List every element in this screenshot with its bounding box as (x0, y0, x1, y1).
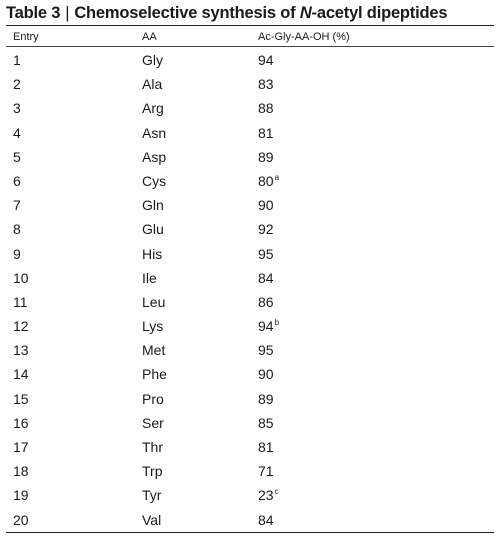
cell-yield (258, 391, 274, 408)
cell-entry: 16 (13, 414, 29, 431)
cell-yield (258, 149, 274, 166)
cell-yield (258, 270, 274, 287)
yield-value: 84 (258, 269, 274, 286)
yield-value: 85 (258, 414, 274, 431)
yield-value: 95 (258, 245, 274, 262)
yield-value: 90 (258, 366, 274, 383)
footnote-marker: a (274, 172, 280, 182)
cell-yield (258, 342, 274, 359)
cell-aa: Arg (142, 100, 164, 117)
cell-aa: Lys (142, 318, 164, 335)
yield-value: 89 (258, 148, 274, 165)
title-prefix: Chemoselective synthesis of (74, 4, 300, 22)
yield-value: 84 (258, 511, 274, 528)
title-suffix: -acetyl dipeptides (311, 4, 448, 22)
cell-aa: Ser (142, 414, 164, 431)
table-header (0, 26, 500, 46)
cell-aa: Ile (142, 269, 157, 286)
cell-yield (258, 197, 274, 214)
table-body (0, 48, 500, 532)
cell-aa: Val (142, 511, 162, 528)
table-row (0, 72, 500, 96)
table-row (0, 193, 500, 217)
cell-entry: 18 (13, 463, 29, 480)
yield-value: 86 (258, 293, 274, 310)
yield-value: 23 (258, 487, 274, 504)
table-row (0, 314, 500, 338)
cell-entry: 9 (13, 245, 21, 262)
yield-value: 90 (258, 197, 274, 214)
table-row (0, 362, 500, 386)
cell-entry: 20 (13, 511, 29, 528)
cell-aa: Cys (142, 172, 167, 189)
cell-aa: Thr (142, 439, 163, 455)
title-separator: | (65, 4, 70, 22)
table-row (0, 483, 500, 507)
cell-entry: 4 (13, 124, 21, 141)
table-row (0, 145, 500, 169)
cell-entry: 19 (13, 487, 29, 504)
header-aa: AA (142, 31, 157, 43)
cell-yield (258, 512, 274, 529)
yield-value: 81 (258, 439, 274, 455)
cell-aa: Glu (142, 221, 164, 238)
yield-value: 80 (258, 172, 274, 189)
cell-entry: 7 (13, 197, 21, 214)
cell-aa: Gly (142, 52, 163, 68)
cell-aa: His (142, 245, 163, 262)
cell-entry: 11 (13, 293, 28, 310)
cell-entry: 12 (13, 318, 29, 335)
yield-value: 95 (258, 342, 274, 359)
title-italic: N (299, 4, 312, 22)
cell-aa: Ala (142, 76, 163, 93)
cell-entry: 15 (13, 390, 29, 407)
cell-aa: Pro (142, 390, 164, 407)
footnote-marker: c (274, 487, 279, 497)
yield-value: 89 (258, 390, 274, 407)
cell-yield (258, 415, 274, 432)
cell-aa: Asp (142, 148, 167, 165)
table-row (0, 96, 500, 120)
cell-aa: Tyr (142, 487, 162, 504)
cell-yield (258, 487, 279, 504)
cell-entry: 2 (13, 76, 21, 93)
cell-aa: Gln (142, 197, 164, 214)
cell-aa: Leu (142, 293, 166, 310)
cell-entry: 8 (13, 221, 21, 238)
table-row (0, 459, 500, 483)
cell-yield (258, 439, 274, 456)
table-row (0, 435, 500, 459)
cell-entry: 13 (13, 342, 29, 359)
cell-entry: 5 (13, 148, 21, 165)
yield-value: 94 (258, 318, 274, 335)
cell-yield (258, 173, 279, 190)
yield-value: 71 (258, 463, 274, 480)
footnote-marker: b (274, 318, 280, 328)
table-row (0, 121, 500, 145)
cell-entry: 14 (13, 366, 29, 383)
table-row (0, 169, 500, 193)
cell-yield (258, 463, 274, 480)
table-row (0, 338, 500, 362)
cell-aa: Met (142, 342, 166, 359)
table-row (0, 290, 500, 314)
cell-yield (258, 76, 274, 93)
yield-value: 88 (258, 100, 274, 117)
cell-yield (258, 318, 279, 335)
cell-yield (258, 246, 274, 263)
cell-yield (258, 52, 274, 69)
table-row (0, 411, 500, 435)
header-rule (6, 46, 494, 47)
table-title (6, 3, 494, 23)
cell-entry: 1 (13, 52, 21, 68)
table-label: Table 3 (6, 4, 61, 22)
cell-entry: 6 (13, 172, 21, 189)
cell-aa: Asn (142, 124, 167, 141)
cell-entry: 3 (13, 100, 21, 117)
cell-yield (258, 100, 274, 117)
yield-value: 81 (258, 124, 274, 141)
table-row (0, 48, 500, 72)
header-yield: Ac-Gly-AA-OH (%) (258, 31, 350, 43)
yield-value: 83 (258, 76, 274, 93)
cell-aa: Trp (142, 463, 163, 480)
table-row (0, 242, 500, 266)
cell-yield (258, 294, 274, 311)
header-entry: Entry (13, 31, 39, 43)
table-row (0, 387, 500, 411)
yield-value: 92 (258, 221, 274, 238)
cell-yield (258, 366, 274, 383)
yield-value: 94 (258, 52, 274, 68)
table-row (0, 508, 500, 532)
cell-aa: Phe (142, 366, 167, 383)
bottom-rule (6, 532, 494, 533)
cell-yield (258, 125, 274, 142)
table-row (0, 217, 500, 241)
cell-entry: 10 (13, 269, 29, 286)
cell-yield (258, 221, 274, 238)
table-row (0, 266, 500, 290)
cell-entry: 17 (13, 439, 29, 455)
